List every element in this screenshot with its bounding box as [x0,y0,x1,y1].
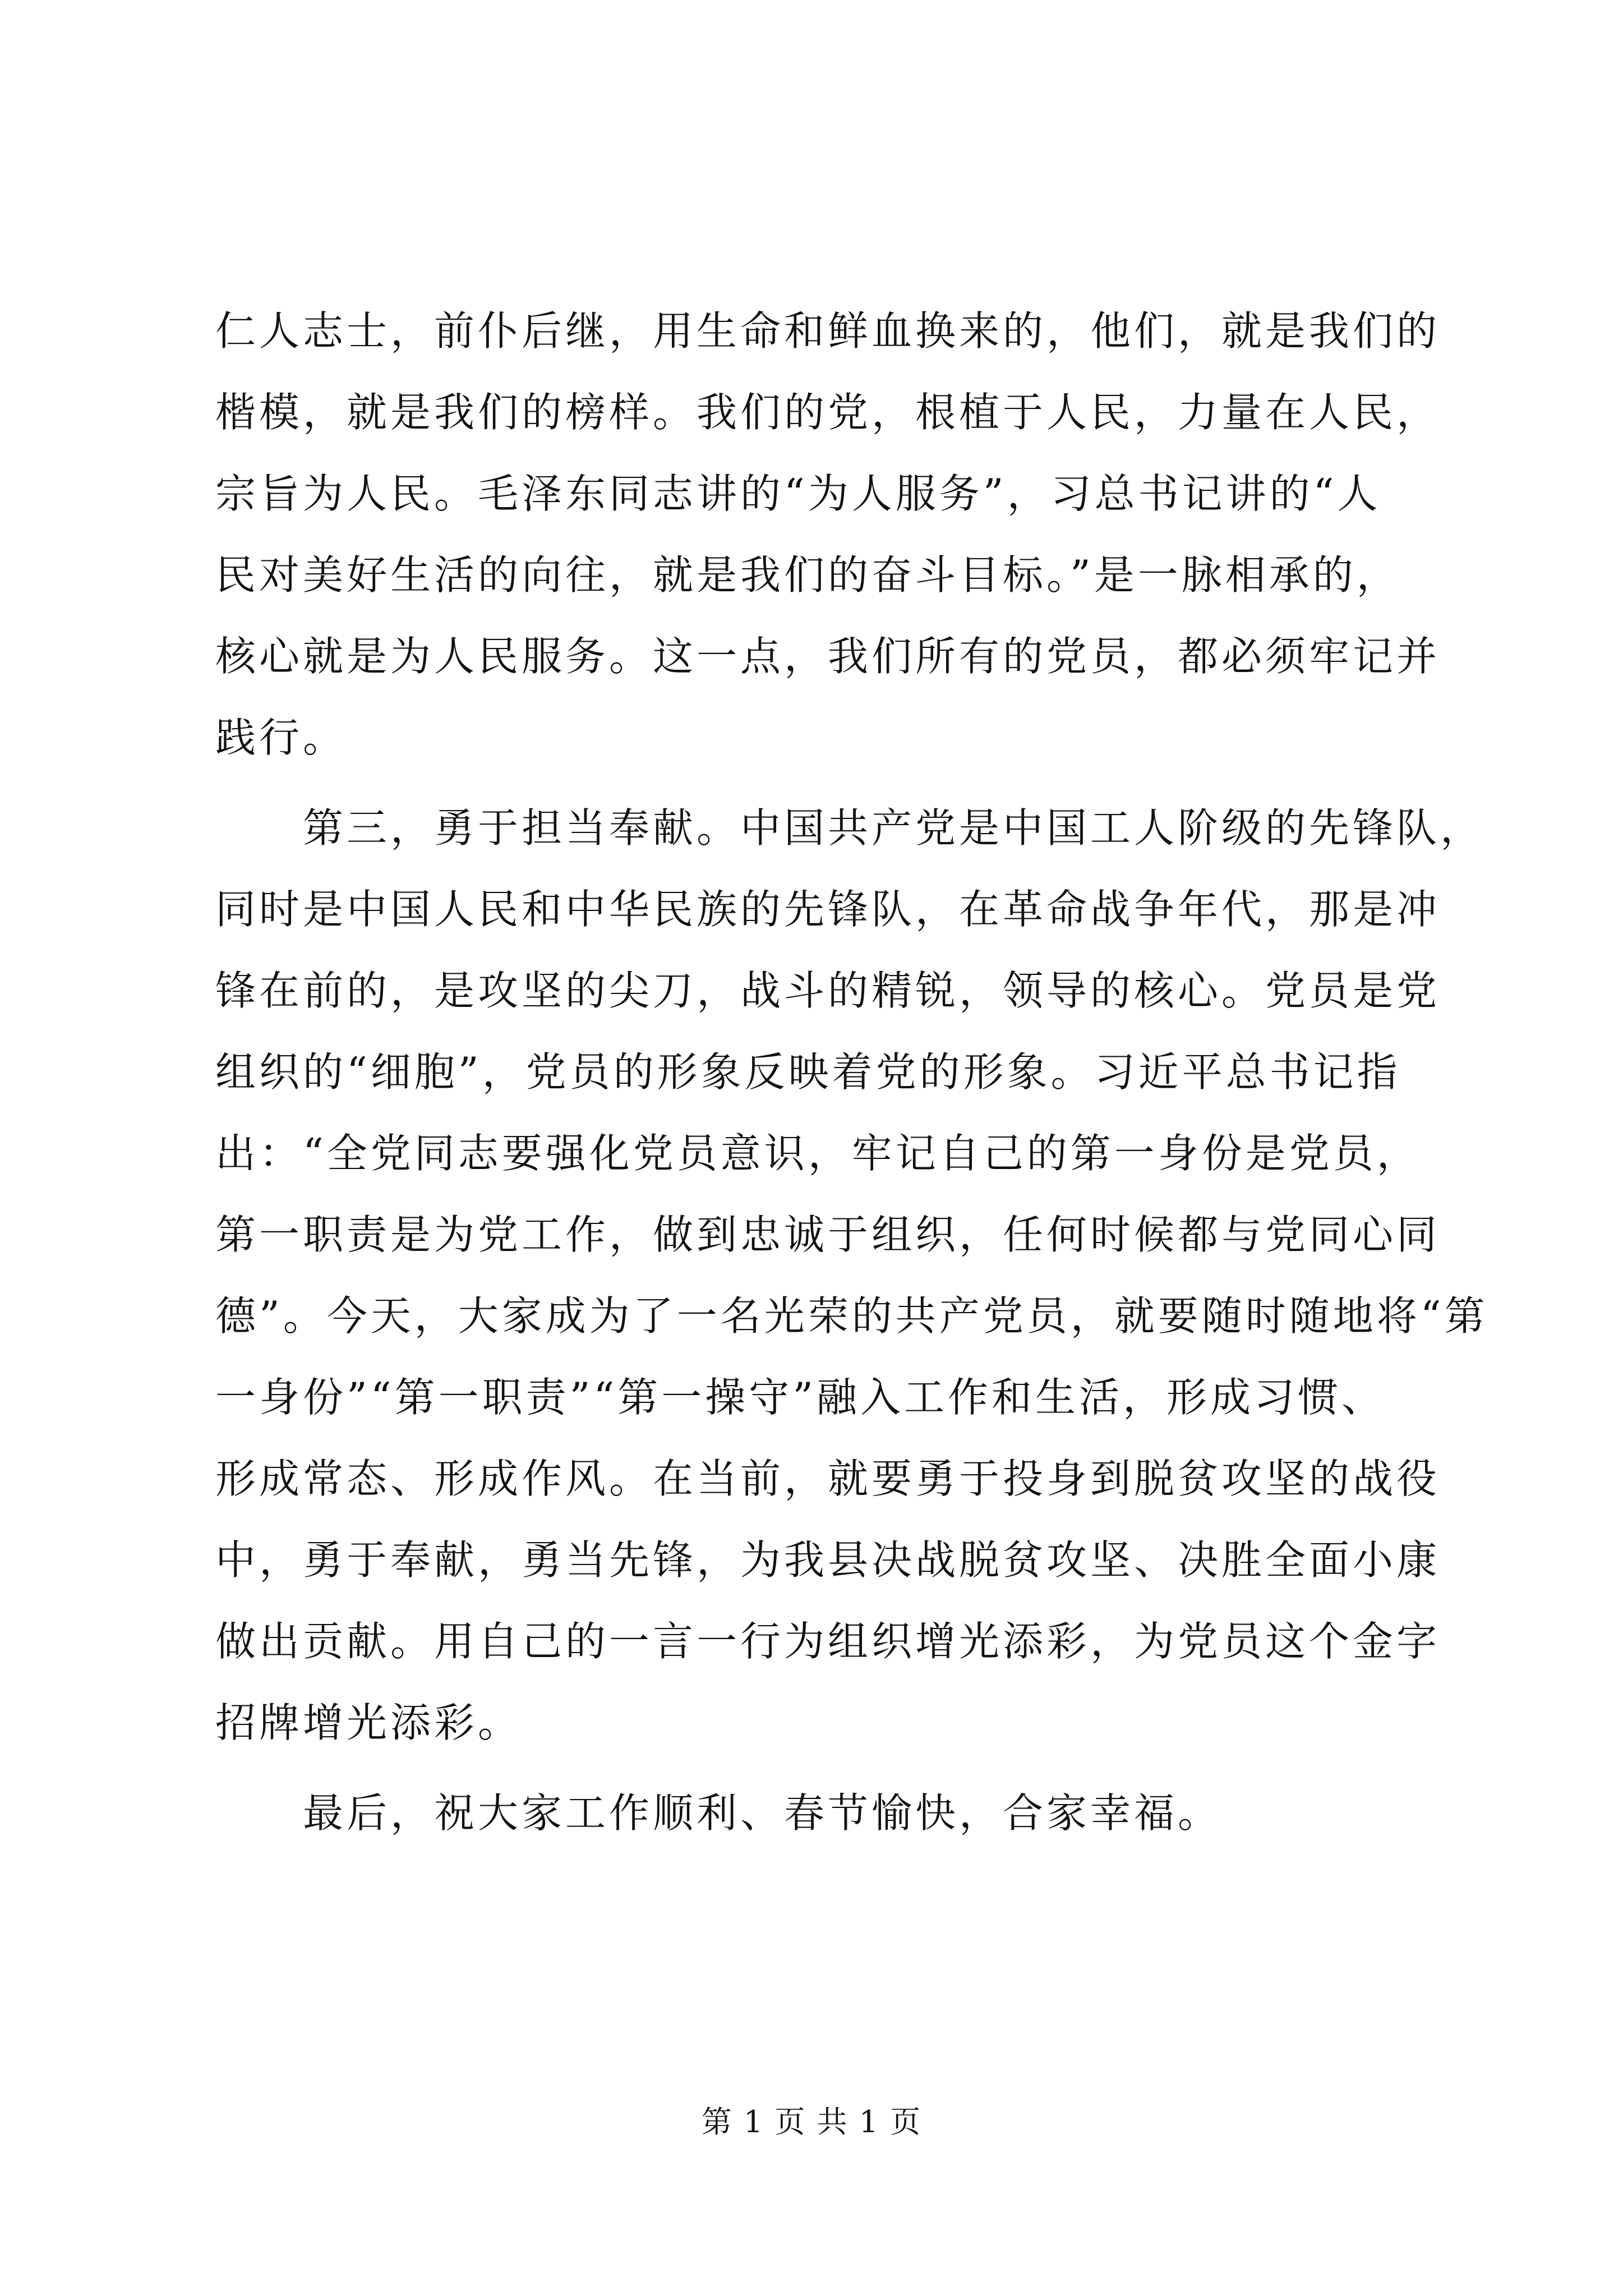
text-line: 楷模，就是我们的榜样。我们的党，根植于人民，力量在人民， [215,389,1441,436]
text-line: 第三，勇于担当奉献。中国共产党是中国工人阶级的先锋队， [303,804,1484,852]
text-line: 组织的“细胞”，党员的形象反映着党的形象。习近平总书记指 [215,1048,1401,1096]
paragraph-spacer [215,779,1444,788]
text-line: 德”。今天，大家成为了一名光荣的共产党员，就要随时随地将“第 [215,1292,1488,1340]
text-line: 出：“全党同志要强化党员意识，牢记自己的第一身份是党员， [215,1130,1421,1177]
text-line: 核心就是为人民服务。这一点，我们所有的党员，都必须牢记并 [215,633,1441,680]
text-line: 民对美好生活的向往，就是我们的奋斗目标。”是一脉相承的， [215,551,1400,599]
text-line: 中，勇于奉献，勇当先锋，为我县决战脱贫攻坚、决胜全面小康 [215,1536,1441,1584]
paragraph-3 [215,1773,1444,1854]
text-line: 仁人志士，前仆后继，用生命和鲜血换来的，他们，就是我们的 [215,307,1441,355]
text-line: 宗旨为人民。毛泽东同志讲的“为人服务”，习总书记讲的“人 [215,470,1381,517]
text-line: 同时是中国人民和中华民族的先锋队，在革命战争年代，那是冲 [215,886,1441,933]
text-line: 做出贡献。用自己的一言一行为组织增光添彩，为党员这个金字 [215,1618,1441,1665]
text-line: 形成常态、形成作风。在当前，就要勇于投身到脱贫攻坚的战役 [215,1455,1441,1502]
text-line: 锋在前的，是攻坚的尖刀，战斗的精锐，领导的核心。党员是党 [215,967,1441,1014]
document-body [215,291,1488,1854]
text-line: 招牌增光添彩。 [215,1699,522,1746]
text-line: 第一职责是为党工作，做到忠诚于组织，任何时候都与党同心同 [215,1211,1441,1258]
paragraph-1 [215,291,1444,779]
text-line: 践行。 [215,714,347,761]
text-line: 最后，祝大家工作顺利、春节愉快，合家幸福。 [303,1789,1222,1837]
paragraph-spacer [215,1764,1444,1773]
paragraph-2 [215,788,1488,1764]
page-footer: 第 1 页 共 1 页 [701,2104,922,2139]
text-line: 一身份”“第一职责”“第一操守”融入工作和生活，形成习惯、 [215,1374,1386,1421]
